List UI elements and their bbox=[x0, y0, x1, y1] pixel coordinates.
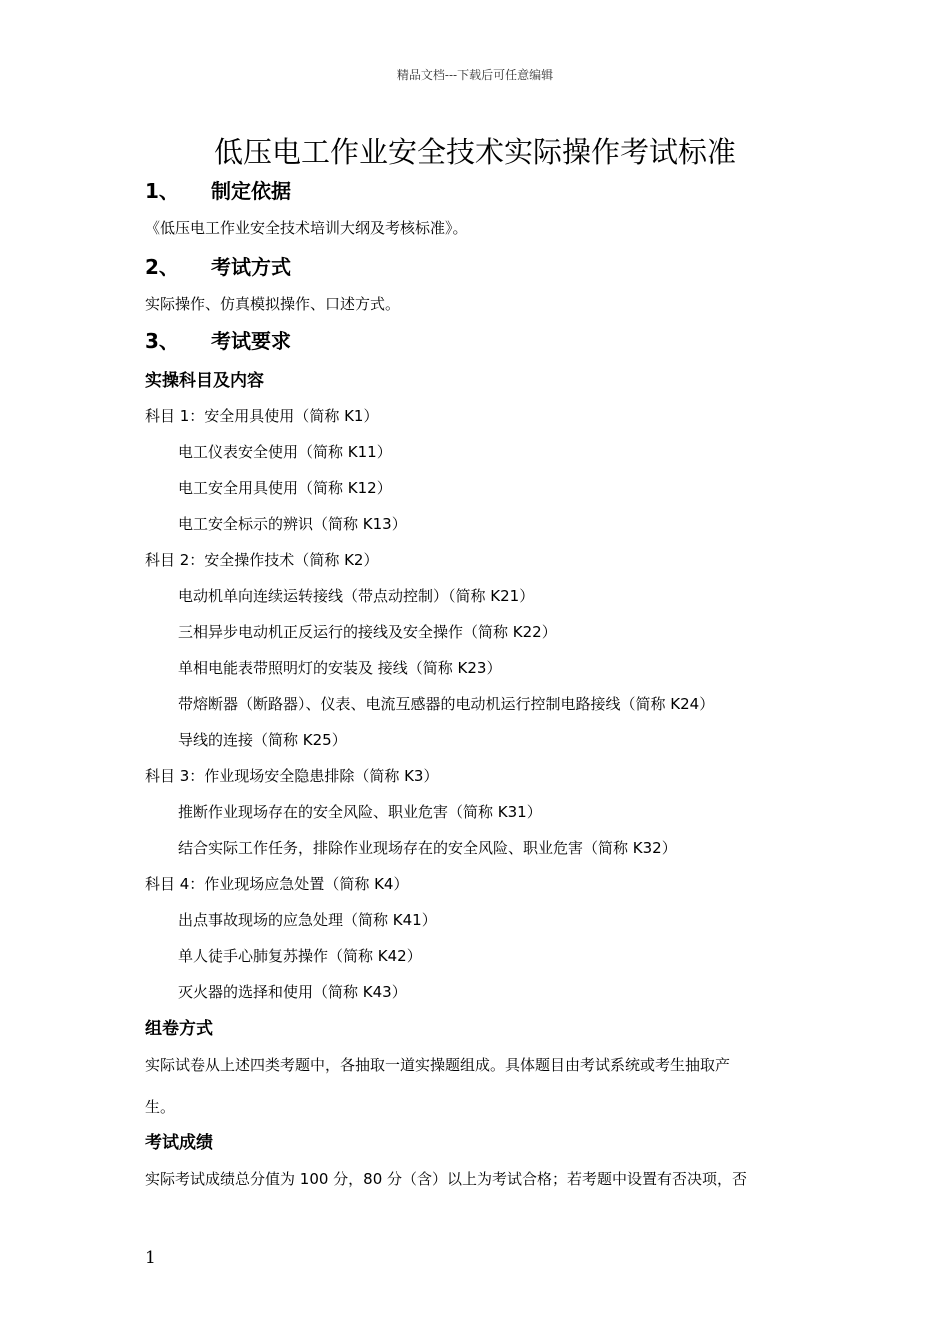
subject-item: 电工仪表安全使用（简称 K11） bbox=[178, 443, 392, 461]
assembly-paragraph-line2: 生。 bbox=[145, 1098, 176, 1116]
section-title: 考试方式 bbox=[211, 255, 291, 279]
subject-item: 单人徒手心肺复苏操作（简称 K42） bbox=[178, 947, 422, 965]
subject-item: 导线的连接（简称 K25） bbox=[178, 731, 347, 749]
header-note: 精品文档---下载后可任意编辑 bbox=[396, 68, 554, 82]
basis-paragraph: 《低压电工作业安全技术培训大纲及考核标准》。 bbox=[145, 219, 468, 237]
subject-item: 三相异步电动机正反运行的接线及安全操作（简称 K22） bbox=[178, 623, 557, 641]
subject-title: 科目 1：安全用具使用（简称 K1） bbox=[145, 407, 379, 425]
section-title: 考试要求 bbox=[211, 329, 291, 353]
document-title: 低压电工作业安全技术实际操作考试标准 bbox=[213, 135, 736, 169]
subject-title: 科目 2：安全操作技术（简称 K2） bbox=[145, 551, 379, 569]
subject-item: 推断作业现场存在的安全风险、职业危害（简称 K31） bbox=[178, 803, 542, 821]
assembly-subheading: 组卷方式 bbox=[145, 1019, 213, 1039]
subject-title: 科目 3：作业现场安全隐患排除（简称 K3） bbox=[145, 767, 439, 785]
section-number: 2、 bbox=[145, 255, 179, 279]
page-number: 1 bbox=[145, 1248, 156, 1268]
section-heading-2 bbox=[145, 251, 291, 280]
practical-subheading: 实操科目及内容 bbox=[145, 371, 264, 391]
section-number: 3、 bbox=[145, 329, 179, 353]
subject-item: 结合实际工作任务，排除作业现场存在的安全风险、职业危害（简称 K32） bbox=[178, 839, 677, 857]
subject-item: 出点事故现场的应急处理（简称 K41） bbox=[178, 911, 437, 929]
assembly-paragraph-line1: 实际试卷从上述四类考题中，各抽取一道实操题组成。具体题目由考试系统或考生抽取产 bbox=[145, 1056, 731, 1074]
section-heading-1 bbox=[145, 175, 291, 204]
subject-item: 带熔断器（断路器）、仪表、电流互感器的电动机运行控制电路接线（简称 K24） bbox=[178, 695, 715, 713]
section-heading-3 bbox=[145, 325, 291, 354]
subject-item: 电动机单向连续运转接线（带点动控制）（简称 K21） bbox=[178, 587, 535, 605]
score-subheading: 考试成绩 bbox=[145, 1133, 213, 1153]
subject-item: 灭火器的选择和使用（简称 K43） bbox=[178, 983, 407, 1001]
score-paragraph: 实际考试成绩总分值为 100 分，80 分（含）以上为考试合格；若考题中设置有否决项，否 bbox=[145, 1170, 748, 1188]
subject-item: 电工安全标示的辨识（简称 K13） bbox=[178, 515, 407, 533]
subject-title: 科目 4：作业现场应急处置（简称 K4） bbox=[145, 875, 409, 893]
subject-item: 电工安全用具使用（简称 K12） bbox=[178, 479, 392, 497]
section-number: 1、 bbox=[145, 179, 179, 203]
subject-item: 单相电能表带照明灯的安装及 接线（简称 K23） bbox=[178, 659, 502, 677]
section-title: 制定依据 bbox=[211, 179, 291, 203]
method-paragraph: 实际操作、仿真模拟操作、口述方式。 bbox=[145, 295, 401, 313]
